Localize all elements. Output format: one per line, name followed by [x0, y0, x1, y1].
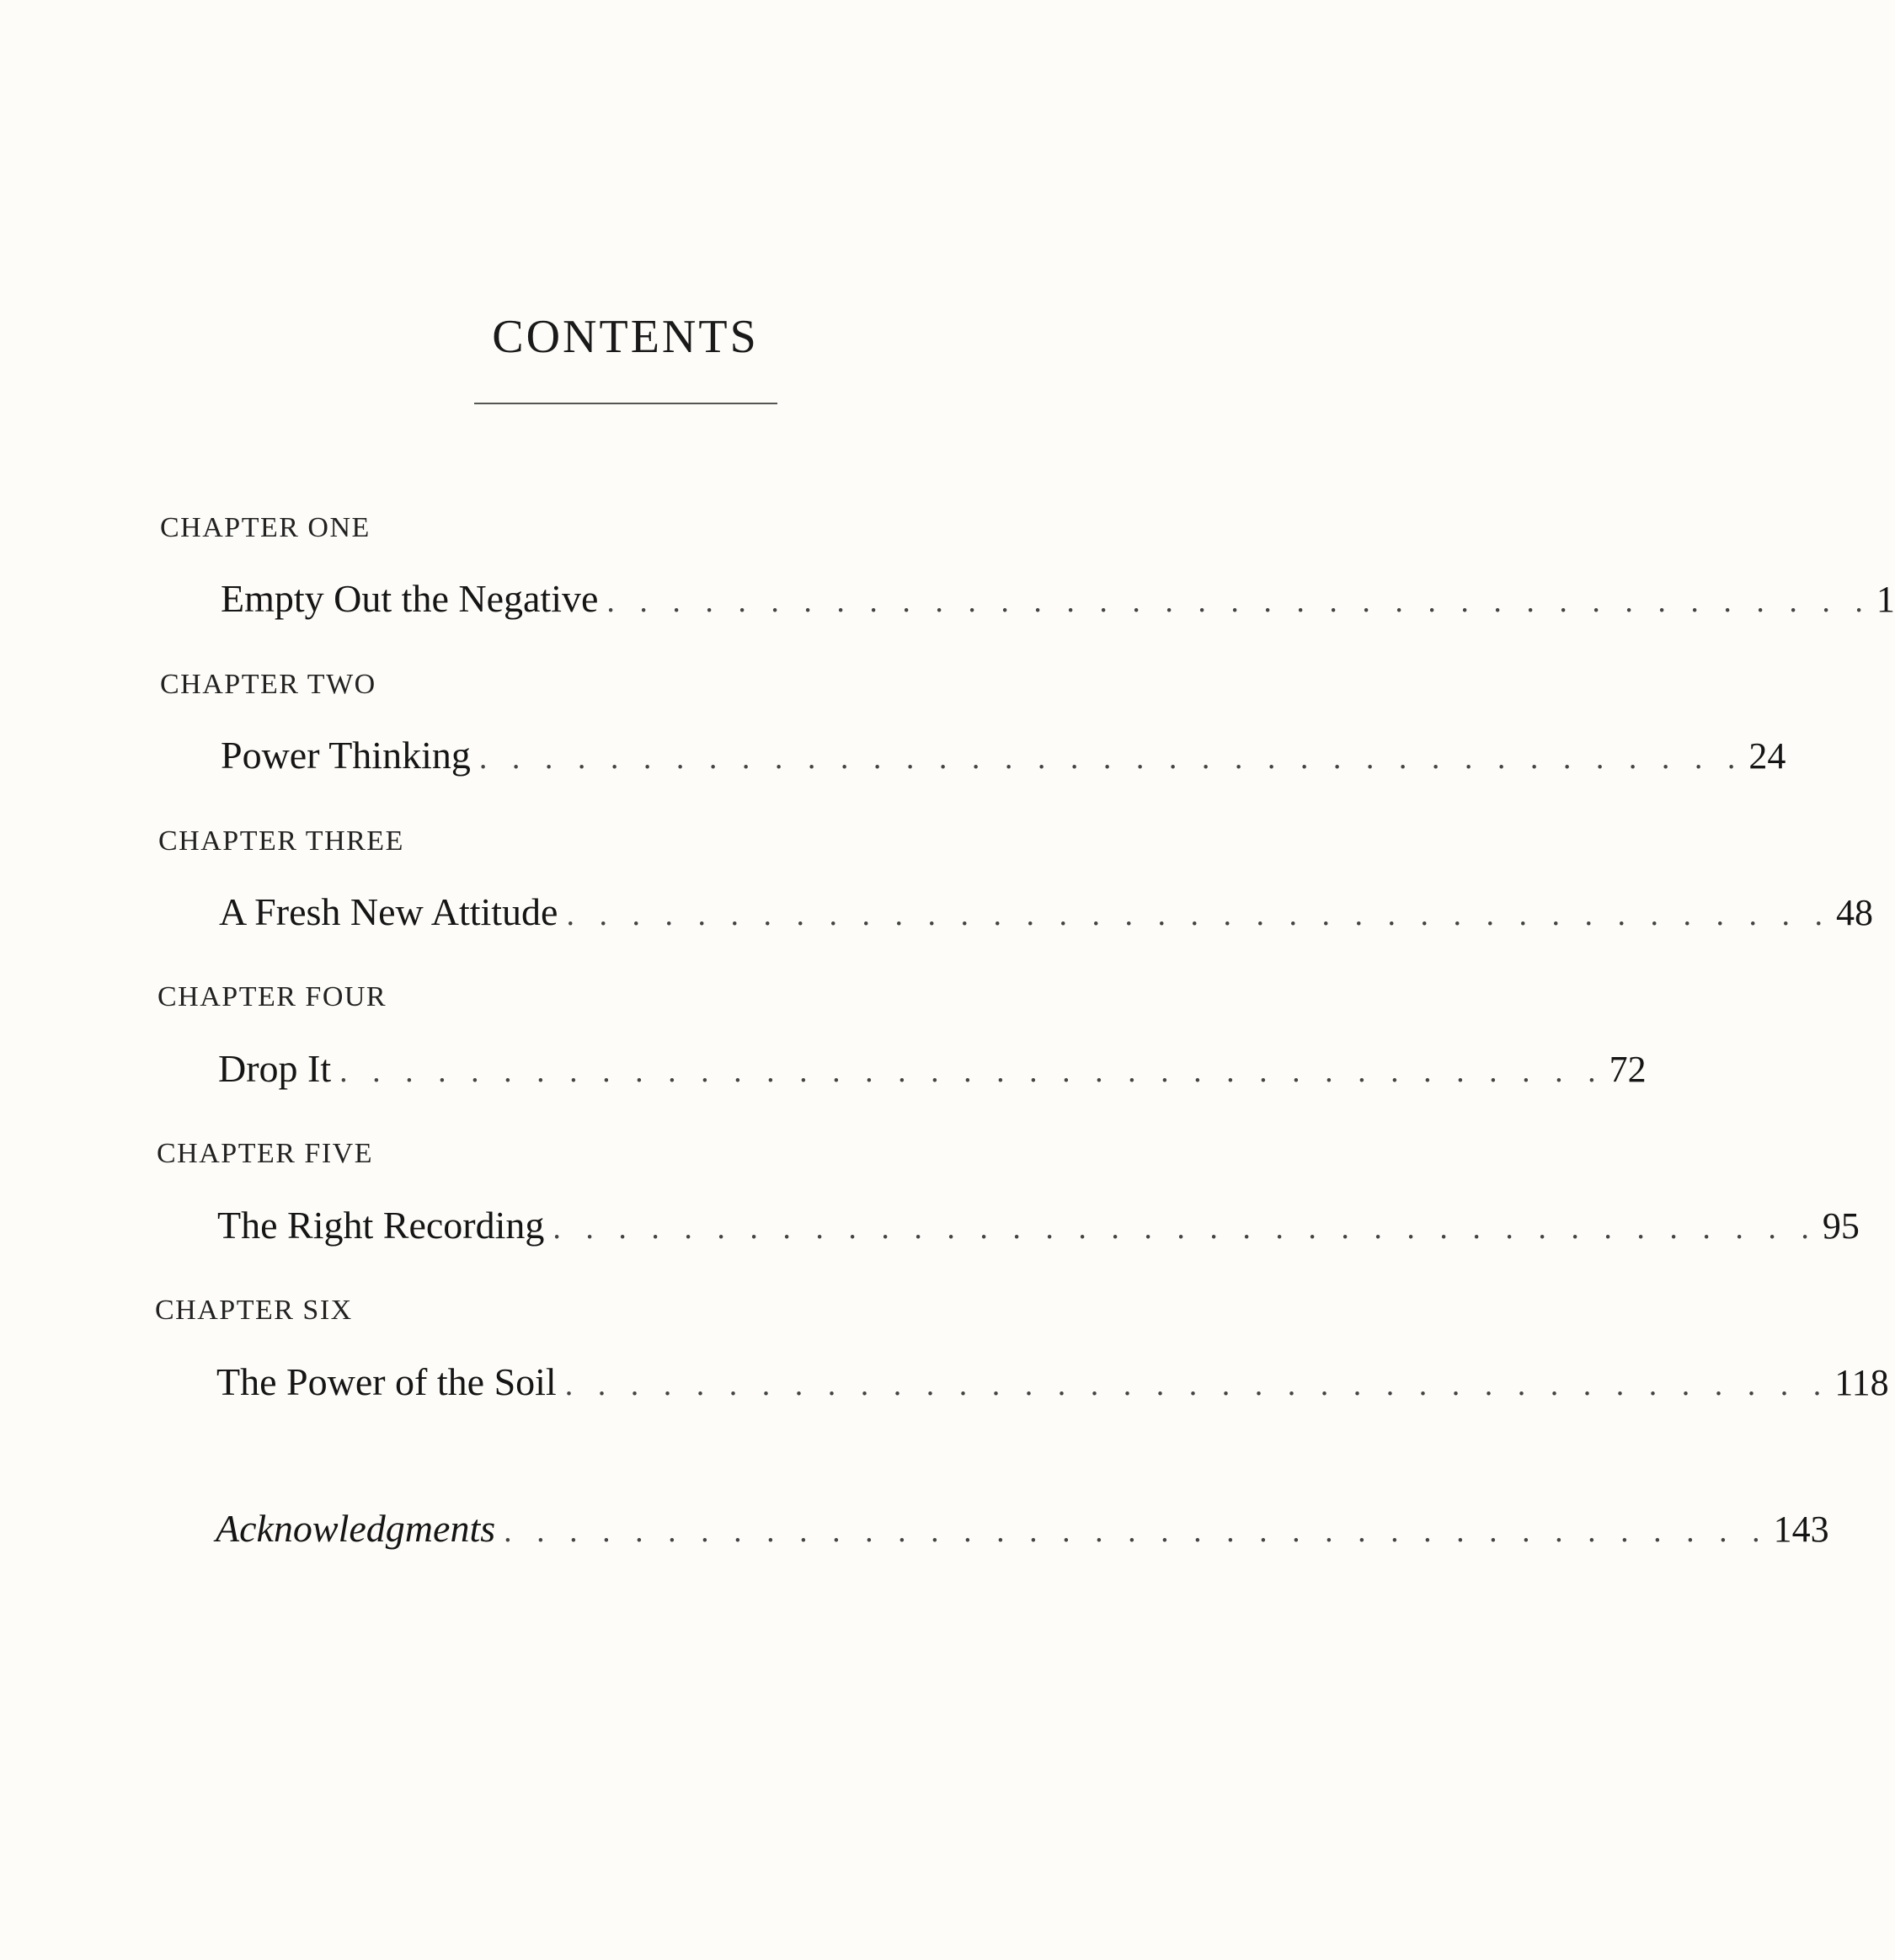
- dot-leader: . . . . . . . . . . . . . . . . . . . . . . . . . . . . . . . . . . . . . . .: [566, 897, 1831, 932]
- dot-leader: . . . . . . . . . . . . . . . . . . . . . . . . . . . . . . . . . . . . . . .: [478, 740, 1744, 776]
- page-title: CONTENTS: [492, 311, 759, 363]
- dot-leader: . . . . . . . . . . . . . . . . . . . . . . . . . . . . . . . . . . . . . . .: [504, 1514, 1769, 1549]
- entry-title: Acknowledgments: [216, 1507, 496, 1550]
- entry-title: Empty Out the Negative: [221, 577, 599, 620]
- page-number: 95: [1822, 1205, 1860, 1247]
- entry-title: The Power of the Soil: [216, 1360, 557, 1403]
- toc-entry-chapter-five[interactable]: [217, 1203, 1860, 1253]
- chapter-label-five: CHAPTER FIVE: [157, 1138, 373, 1169]
- toc-entry-chapter-six[interactable]: [216, 1359, 1889, 1410]
- page-number: 1: [1876, 579, 1895, 620]
- toc-entry-chapter-four[interactable]: [218, 1046, 1647, 1097]
- chapter-label-four: CHAPTER FOUR: [157, 981, 387, 1012]
- page-number: 24: [1748, 735, 1786, 777]
- page-number: 72: [1609, 1049, 1647, 1090]
- dot-leader: . . . . . . . . . . . . . . . . . . . . . . . . . . . . . . . . . . . . . . .: [606, 584, 1871, 619]
- entry-title: The Right Recording: [217, 1204, 545, 1247]
- dot-leader: . . . . . . . . . . . . . . . . . . . . . . . . . . . . . . . . . . . . . . .: [564, 1367, 1830, 1402]
- dot-leader: . . . . . . . . . . . . . . . . . . . . . . . . . . . . . . . . . . . . . . .: [339, 1054, 1604, 1089]
- toc-entry-chapter-three[interactable]: [219, 889, 1873, 940]
- entry-title: Power Thinking: [221, 734, 471, 777]
- chapter-label-one: CHAPTER ONE: [160, 512, 371, 543]
- page-number: 143: [1773, 1509, 1829, 1550]
- chapter-label-two: CHAPTER TWO: [160, 669, 376, 700]
- page-number: 118: [1834, 1362, 1889, 1403]
- toc-entry-acknowledgments[interactable]: [216, 1506, 1829, 1557]
- toc-entry-chapter-one[interactable]: [221, 576, 1895, 627]
- chapter-label-six: CHAPTER SIX: [155, 1295, 353, 1326]
- title-underline: [474, 403, 777, 404]
- page-number: 48: [1835, 892, 1873, 933]
- chapter-label-three: CHAPTER THREE: [158, 825, 404, 857]
- toc-entry-chapter-two[interactable]: [221, 733, 1786, 783]
- entry-title: Drop It: [218, 1047, 332, 1090]
- dot-leader: . . . . . . . . . . . . . . . . . . . . . . . . . . . . . . . . . . . . . . .: [552, 1210, 1818, 1246]
- entry-title: A Fresh New Attitude: [219, 890, 558, 933]
